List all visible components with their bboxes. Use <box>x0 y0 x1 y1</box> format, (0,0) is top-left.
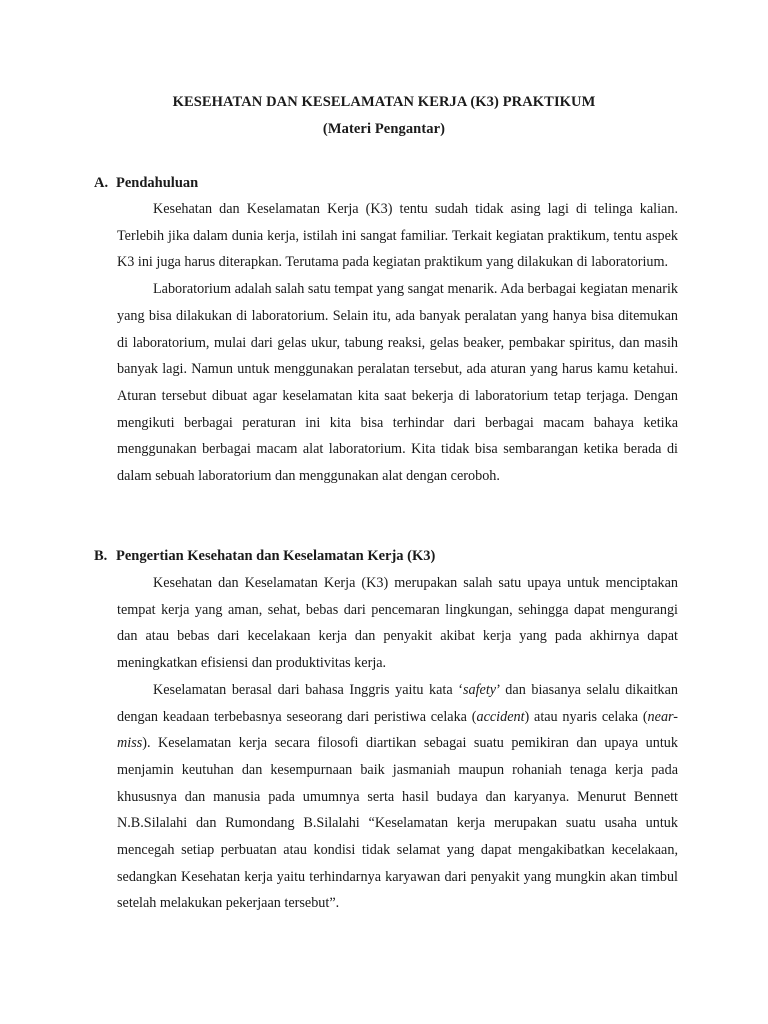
text-run: ) atau nyaris celaka ( <box>524 708 648 725</box>
section-body-b <box>117 570 678 917</box>
italic-term: accident <box>476 708 525 725</box>
text-run: Keselamatan berasal dari bahasa Inggris yaitu kata ‘ <box>153 681 463 698</box>
section-number: B. <box>94 548 108 564</box>
section-title: Pendahuluan <box>116 175 199 191</box>
italic-term: safety <box>462 681 497 698</box>
text-run: ’ dan biasanya selalu dikaitkan dengan keadaan terbebasnya seseorang dari peristiwa celaka ( <box>117 681 678 725</box>
paragraph: Kesehatan dan Keselamatan Kerja (K3) merupakan salah satu upaya untuk menciptakan tempat kerja yang aman, sehat, bebas dari pencemaran lingkungan, sehingga dapat mengurangi dan atau bebas dari kecelakaan kerja dan penyakit akibat kerja yang pada akhirnya dapat meningkatkan efisiensi dan produktivitas kerja. <box>117 575 678 672</box>
italic-term: near-miss <box>117 708 678 752</box>
paragraph: Kesehatan dan Keselamatan Kerja (K3) tentu sudah tidak asing lagi di telinga kalian. Terlebih jika dalam dunia kerja, istilah ini sangat familiar. Terkait kegiatan praktikum, tentu aspek K3 ini juga harus diterapkan. Terutama pada kegiatan praktikum yang dilakukan di laboratorium. <box>117 201 678 271</box>
section-heading-a <box>94 175 198 192</box>
text-run: ). Keselamatan kerja secara filosofi diartikan sebagai suatu pemikiran dan upaya untuk menjamin keutuhan dan kesempurnaan baik jasmaniah maupun rohaniah tenaga kerja pada khususnya dan manusia pada umumnya serta hasil budaya dan karyanya. Menurut Bennett N.B.Silalahi dan Rumondang B.Silalahi “Keselamatan kerja merupakan suatu usaha untuk mencegah setiap perbuatan atau kondisi tidak selamat yang dapat mengakibatkan kecelakaan, sedangkan Kesehatan kerja yaitu terhindarnya karyawan dari penyakit yang mungkin akan timbul setelah melakukan pekerjaan tersebut”. <box>117 735 678 912</box>
paragraph: Laboratorium adalah salah satu tempat yang sangat menarik. Ada berbagai kegiatan menarik yang bisa dilakukan di laboratorium. Selain itu, ada banyak peralatan yang hanya bisa ditemukan di laboratorium, mulai dari gelas ukur, tabung reaksi, gelas beaker, pembakar spiritus, dan masih banyak lagi. Namun untuk menggunakan peralatan tersebut, ada aturan yang harus kamu ketahui. Aturan tersebut dibuat agar keselamatan kita saat bekerja di laboratorium tetap terjaga. Dengan mengikuti berbagai peraturan ini kita bisa terhindar dari berbagai macam bahaya ketika menggunakan berbagai macam alat laboratorium. Kita tidak bisa sembarangan ketika berada di dalam sebuah laboratorium dan menggunakan alat dengan ceroboh. <box>117 281 678 485</box>
section-number: A. <box>94 175 109 191</box>
section-title: Pengertian Kesehatan dan Keselamatan Kerja (K3) <box>116 548 436 564</box>
section-heading-b <box>94 548 435 565</box>
section-body-a <box>117 196 678 490</box>
document-subtitle: (Materi Pengantar) <box>322 121 446 137</box>
document-title: KESEHATAN DAN KESELAMATAN KERJA (K3) PRAKTIKUM <box>172 94 596 110</box>
paragraph <box>117 677 678 917</box>
